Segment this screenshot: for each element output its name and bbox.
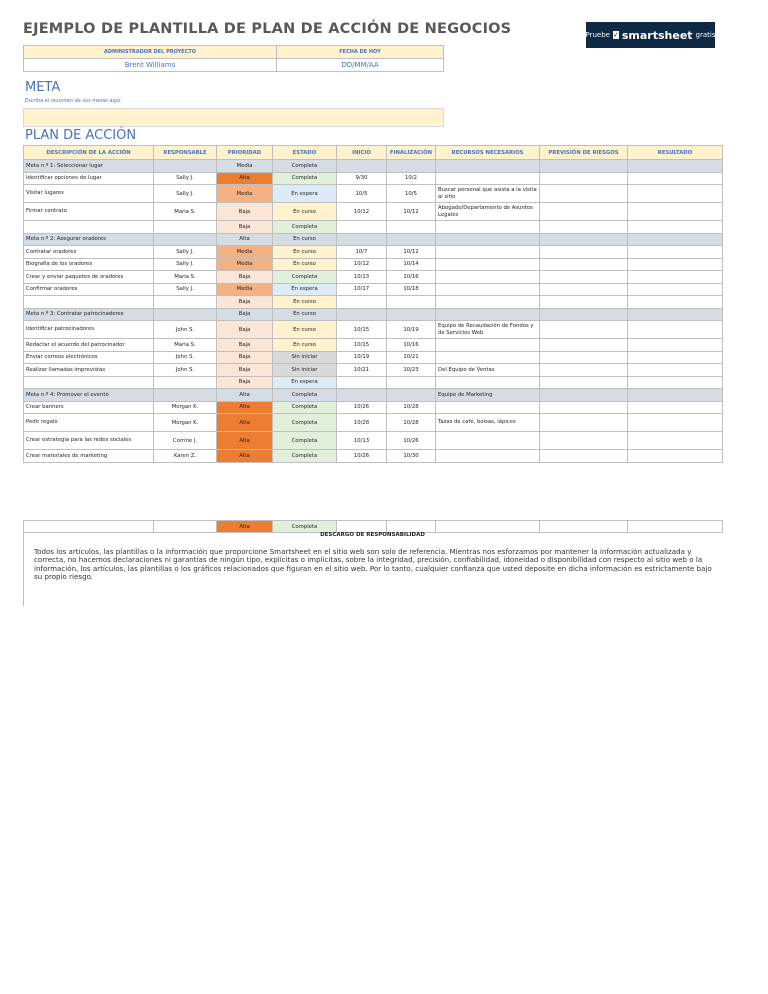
column-header: PRIORIDAD xyxy=(217,146,273,160)
start-date-cell[interactable]: 10/26 xyxy=(337,401,387,414)
start-date-cell[interactable]: 10/17 xyxy=(337,283,387,296)
result-cell[interactable] xyxy=(628,339,723,352)
resources-cell[interactable]: Equipo de Recaudación de Fondos y de Servicios Web xyxy=(436,321,540,339)
action-description[interactable]: Crear y enviar paquetes de oradores xyxy=(24,271,154,284)
table-row xyxy=(24,172,723,185)
priority-cell[interactable]: Baja xyxy=(217,351,273,364)
responsible-cell[interactable]: John S. xyxy=(154,351,217,364)
status-cell[interactable]: Completa xyxy=(273,401,337,414)
responsible-cell[interactable]: Morgan K. xyxy=(154,401,217,414)
risk-cell[interactable] xyxy=(540,172,628,185)
risk-cell[interactable] xyxy=(540,283,628,296)
responsible-cell[interactable]: Sally J. xyxy=(154,246,217,259)
status-cell[interactable]: En curso xyxy=(273,203,337,221)
risk-cell[interactable] xyxy=(540,450,628,463)
resources-cell[interactable] xyxy=(436,172,540,185)
end-date-cell[interactable]: 10/28 xyxy=(387,414,436,432)
start-date-cell[interactable]: 10/28 xyxy=(337,414,387,432)
table-row xyxy=(24,246,723,259)
end-date-cell[interactable]: 10/16 xyxy=(387,339,436,352)
priority-cell[interactable]: Alta xyxy=(217,389,273,402)
risk-cell[interactable] xyxy=(540,339,628,352)
start-date-cell[interactable]: 10/13 xyxy=(337,432,387,450)
responsible-cell[interactable]: Morgan K. xyxy=(154,414,217,432)
admin-label: ADMINISTRADOR DEL PROYECTO xyxy=(24,46,277,59)
status-cell[interactable]: En curso xyxy=(273,321,337,339)
column-header: PREVISIÓN DE RIESGOS xyxy=(540,146,628,160)
risk-cell[interactable] xyxy=(540,321,628,339)
column-header: RESPONSABLE xyxy=(154,146,217,160)
risk-cell[interactable] xyxy=(540,414,628,432)
priority-cell[interactable]: Baja xyxy=(217,271,273,284)
priority-cell[interactable]: Media xyxy=(217,185,273,203)
promo-suffix: gratis xyxy=(695,31,716,39)
priority-cell[interactable]: Baja xyxy=(217,376,273,389)
table-row xyxy=(24,321,723,339)
footer-cell[interactable] xyxy=(540,521,628,533)
status-cell[interactable]: Completa xyxy=(273,221,337,234)
priority-cell[interactable]: Media xyxy=(217,258,273,271)
table-row xyxy=(24,339,723,352)
risk-cell[interactable] xyxy=(540,296,628,309)
plan-header-row xyxy=(24,146,723,160)
goal-row xyxy=(24,389,723,402)
start-date-cell[interactable] xyxy=(337,389,387,402)
start-date-cell[interactable]: 10/15 xyxy=(337,339,387,352)
start-date-cell[interactable]: 10/7 xyxy=(337,246,387,259)
resources-cell[interactable] xyxy=(436,271,540,284)
meta-instruction: Escriba el resumen de sus metas aquí. xyxy=(25,98,122,104)
priority-cell[interactable]: Baja xyxy=(217,296,273,309)
action-description[interactable]: Confirmar oradores xyxy=(24,283,154,296)
resources-cell[interactable] xyxy=(436,432,540,450)
resources-cell[interactable]: Buscar personal que asista a la visita al sitio xyxy=(436,185,540,203)
resources-cell[interactable] xyxy=(436,258,540,271)
priority-cell[interactable]: Alta xyxy=(217,450,273,463)
plan-heading: PLAN DE ACCIÓN xyxy=(25,128,137,143)
priority-cell[interactable]: Alta xyxy=(217,432,273,450)
status-cell[interactable]: Completa xyxy=(273,160,337,173)
risk-cell[interactable] xyxy=(540,364,628,377)
result-cell[interactable] xyxy=(628,172,723,185)
responsible-cell[interactable] xyxy=(154,296,217,309)
column-header: RECURSOS NECESARIOS xyxy=(436,146,540,160)
status-cell[interactable]: Completa xyxy=(273,432,337,450)
status-cell[interactable]: En curso xyxy=(273,258,337,271)
end-date-cell[interactable]: 10/12 xyxy=(387,246,436,259)
end-date-cell[interactable] xyxy=(387,308,436,321)
resources-cell[interactable] xyxy=(436,160,540,173)
start-date-cell[interactable]: 10/21 xyxy=(337,364,387,377)
resources-cell[interactable] xyxy=(436,296,540,309)
footer-cell[interactable] xyxy=(387,521,436,533)
action-description[interactable]: Enviar correos electrónicos xyxy=(24,351,154,364)
risk-cell[interactable] xyxy=(540,401,628,414)
end-date-cell[interactable] xyxy=(387,160,436,173)
end-date-cell[interactable]: 10/19 xyxy=(387,321,436,339)
start-date-cell[interactable]: 10/12 xyxy=(337,203,387,221)
risk-cell[interactable] xyxy=(540,271,628,284)
responsible-cell[interactable] xyxy=(154,160,217,173)
status-cell[interactable]: En curso xyxy=(273,308,337,321)
status-cell[interactable]: Completa xyxy=(273,389,337,402)
responsible-cell[interactable] xyxy=(154,308,217,321)
start-date-cell[interactable]: 10/19 xyxy=(337,351,387,364)
result-cell[interactable] xyxy=(628,364,723,377)
promo-prefix: Pruebe xyxy=(585,31,610,39)
meta-heading: META xyxy=(25,80,61,95)
resources-cell[interactable]: Equipo de Marketing xyxy=(436,389,540,402)
resources-cell[interactable] xyxy=(436,221,540,234)
status-cell[interactable]: Completa xyxy=(273,271,337,284)
priority-cell[interactable]: Media xyxy=(217,160,273,173)
result-cell[interactable] xyxy=(628,414,723,432)
resources-cell[interactable] xyxy=(436,351,540,364)
resources-cell[interactable] xyxy=(436,308,540,321)
start-date-cell[interactable]: 10/26 xyxy=(337,450,387,463)
disclaimer-title: DESCARGO DE RESPONSABILIDAD xyxy=(320,532,425,538)
responsible-cell[interactable]: John S. xyxy=(154,364,217,377)
table-row xyxy=(24,376,723,389)
column-header: ESTADO xyxy=(273,146,337,160)
resources-cell[interactable] xyxy=(436,450,540,463)
status-cell[interactable]: En curso xyxy=(273,246,337,259)
status-cell[interactable]: Completa xyxy=(273,450,337,463)
smartsheet-check-icon: ✓ xyxy=(612,31,619,39)
action-plan-table xyxy=(23,145,723,463)
start-date-cell[interactable] xyxy=(337,221,387,234)
table-row xyxy=(24,296,723,309)
action-description[interactable]: Meta n.º 2: Asegurar oradores xyxy=(24,233,154,246)
status-cell[interactable]: En curso xyxy=(273,296,337,309)
end-date-cell[interactable]: 10/30 xyxy=(387,450,436,463)
risk-cell[interactable] xyxy=(540,376,628,389)
status-cell[interactable]: Sin iniciar xyxy=(273,351,337,364)
start-date-cell[interactable]: 9/30 xyxy=(337,172,387,185)
result-cell[interactable] xyxy=(628,450,723,463)
footer-cell[interactable] xyxy=(154,521,217,533)
risk-cell[interactable] xyxy=(540,203,628,221)
column-header: FINALIZACIÓN xyxy=(387,146,436,160)
risk-cell[interactable] xyxy=(540,160,628,173)
risk-cell[interactable] xyxy=(540,258,628,271)
risk-cell[interactable] xyxy=(540,221,628,234)
resources-cell[interactable] xyxy=(436,339,540,352)
responsible-cell[interactable]: Sally J. xyxy=(154,283,217,296)
column-header: DESCRIPCIÓN DE LA ACCIÓN xyxy=(24,146,154,160)
status-cell[interactable]: En curso xyxy=(273,233,337,246)
action-description[interactable] xyxy=(24,221,154,234)
page-title: EJEMPLO DE PLANTILLA DE PLAN DE ACCIÓN DE NEGOCIOS xyxy=(23,21,512,37)
start-date-cell[interactable]: 10/12 xyxy=(337,258,387,271)
responsible-cell[interactable] xyxy=(154,221,217,234)
action-description[interactable]: Pedir regalo xyxy=(24,414,154,432)
responsible-cell[interactable]: Maria S. xyxy=(154,271,217,284)
column-header: RESULTADO xyxy=(628,146,723,160)
result-cell[interactable] xyxy=(628,389,723,402)
action-description[interactable]: Contratar oradores xyxy=(24,246,154,259)
end-date-cell[interactable]: 10/21 xyxy=(387,351,436,364)
end-date-cell[interactable]: 10/26 xyxy=(387,432,436,450)
date-value[interactable]: DD/MM/AA xyxy=(277,59,444,72)
start-date-cell[interactable] xyxy=(337,233,387,246)
resources-cell[interactable]: Abogado/Departamento de Asuntos Legales xyxy=(436,203,540,221)
table-row xyxy=(24,401,723,414)
column-header: INICIO xyxy=(337,146,387,160)
table-row xyxy=(24,185,723,203)
risk-cell[interactable] xyxy=(540,308,628,321)
table-row xyxy=(24,258,723,271)
priority-cell[interactable]: Baja xyxy=(217,203,273,221)
status-cell[interactable]: Sin iniciar xyxy=(273,364,337,377)
resources-cell[interactable] xyxy=(436,283,540,296)
result-cell[interactable] xyxy=(628,203,723,221)
resources-cell[interactable] xyxy=(436,233,540,246)
result-cell[interactable] xyxy=(628,401,723,414)
end-date-cell[interactable]: 10/2 xyxy=(387,172,436,185)
table-row xyxy=(24,203,723,221)
action-description[interactable]: Firmar contrato xyxy=(24,203,154,221)
end-date-cell[interactable]: 10/16 xyxy=(387,271,436,284)
resources-cell[interactable] xyxy=(436,376,540,389)
disclaimer-text: Todos los artículos, las plantillas o la información que proporcione Smartsheet en el sitio web son solo de referencia. Mientras nos esforzamos por mantener la información actualizada y correcta, no hacemos declaraciones ni garantías de ningún tipo, explícitas o implícitas, sobre la integridad, precisión, confiabilidad, idoneidad o disponibilidad con respecto al sitio web o la información, los artículos, las plantillas o los gráficos relacionados que figuran en el sitio web. Por lo tanto, cualquier confianza que usted deposite en dicha información es estrictamente bajo su propio riesgo. xyxy=(34,547,712,581)
table-row xyxy=(24,432,723,450)
end-date-cell[interactable] xyxy=(387,233,436,246)
result-cell[interactable] xyxy=(628,321,723,339)
status-cell[interactable]: En espera xyxy=(273,376,337,389)
action-description[interactable]: Crear banners xyxy=(24,401,154,414)
priority-cell[interactable]: Baja xyxy=(217,221,273,234)
result-cell[interactable] xyxy=(628,258,723,271)
resources-cell[interactable]: Del Equipo de Ventas xyxy=(436,364,540,377)
responsible-cell[interactable]: Corrine J. xyxy=(154,432,217,450)
action-description[interactable]: Biografía de los oradores xyxy=(24,258,154,271)
table-row xyxy=(24,450,723,463)
table-row xyxy=(24,364,723,377)
responsible-cell[interactable]: Maria S. xyxy=(154,339,217,352)
footer-priority[interactable]: Alta xyxy=(217,521,273,533)
table-row xyxy=(24,221,723,234)
responsible-cell[interactable]: Sally J. xyxy=(154,258,217,271)
action-description[interactable] xyxy=(24,376,154,389)
table-row xyxy=(24,351,723,364)
start-date-cell[interactable] xyxy=(337,296,387,309)
date-label: FECHA DE HOY xyxy=(277,46,444,59)
start-date-cell[interactable] xyxy=(337,308,387,321)
start-date-cell[interactable]: 10/13 xyxy=(337,271,387,284)
status-cell[interactable]: Completa xyxy=(273,414,337,432)
end-date-cell[interactable] xyxy=(387,389,436,402)
table-row xyxy=(24,414,723,432)
result-cell[interactable] xyxy=(628,283,723,296)
action-description[interactable]: Crear estrategia para las redes sociales xyxy=(24,432,154,450)
action-description[interactable]: Meta n.º 3: Contratar patrocinadores xyxy=(24,308,154,321)
result-cell[interactable] xyxy=(628,185,723,203)
start-date-cell[interactable] xyxy=(337,160,387,173)
end-date-cell[interactable]: 10/5 xyxy=(387,185,436,203)
promo-brand: smartsheet xyxy=(621,28,693,42)
project-info-table xyxy=(23,45,444,72)
end-date-cell[interactable]: 10/18 xyxy=(387,283,436,296)
priority-cell[interactable]: Alta xyxy=(217,414,273,432)
result-cell[interactable] xyxy=(628,246,723,259)
meta-input-box[interactable] xyxy=(23,108,444,127)
admin-value[interactable]: Brent Williams xyxy=(24,59,277,72)
result-cell[interactable] xyxy=(628,233,723,246)
priority-cell[interactable]: Alta xyxy=(217,172,273,185)
status-cell[interactable]: En espera xyxy=(273,185,337,203)
action-description[interactable]: Meta n.º 4: Promover el evento xyxy=(24,389,154,402)
start-date-cell[interactable]: 10/15 xyxy=(337,321,387,339)
risk-cell[interactable] xyxy=(540,246,628,259)
end-date-cell[interactable]: 10/23 xyxy=(387,364,436,377)
risk-cell[interactable] xyxy=(540,389,628,402)
resources-cell[interactable] xyxy=(436,401,540,414)
priority-cell[interactable]: Baja xyxy=(217,364,273,377)
responsible-cell[interactable] xyxy=(154,233,217,246)
action-description[interactable]: Realizar llamadas imprevistas xyxy=(24,364,154,377)
end-date-cell[interactable]: 10/12 xyxy=(387,203,436,221)
smartsheet-promo-button[interactable] xyxy=(586,22,715,48)
risk-cell[interactable] xyxy=(540,351,628,364)
table-row xyxy=(24,283,723,296)
result-cell[interactable] xyxy=(628,271,723,284)
risk-cell[interactable] xyxy=(540,432,628,450)
risk-cell[interactable] xyxy=(540,233,628,246)
end-date-cell[interactable]: 10/14 xyxy=(387,258,436,271)
end-date-cell[interactable] xyxy=(387,376,436,389)
resources-cell[interactable] xyxy=(436,246,540,259)
status-cell[interactable]: En espera xyxy=(273,283,337,296)
priority-cell[interactable]: Baja xyxy=(217,308,273,321)
goal-row xyxy=(24,160,723,173)
priority-cell[interactable]: Media xyxy=(217,283,273,296)
footer-cell[interactable] xyxy=(24,521,154,533)
responsible-cell[interactable]: Sally J. xyxy=(154,172,217,185)
action-description[interactable]: Crear materiales de marketing xyxy=(24,450,154,463)
priority-cell[interactable]: Media xyxy=(217,246,273,259)
result-cell[interactable] xyxy=(628,160,723,173)
priority-cell[interactable]: Alta xyxy=(217,401,273,414)
action-description[interactable]: Identificar patrocinadores xyxy=(24,321,154,339)
action-description[interactable] xyxy=(24,296,154,309)
responsible-cell[interactable]: John S. xyxy=(154,321,217,339)
footer-cell[interactable] xyxy=(436,521,540,533)
priority-cell[interactable]: Alta xyxy=(217,233,273,246)
action-description[interactable]: Meta n.º 1: Seleccionar lugar xyxy=(24,160,154,173)
action-description[interactable]: Identificar opciones de lugar xyxy=(24,172,154,185)
result-cell[interactable] xyxy=(628,296,723,309)
responsible-cell[interactable] xyxy=(154,376,217,389)
disclaimer-border xyxy=(23,532,24,606)
action-description[interactable]: Visitar lugares xyxy=(24,185,154,203)
risk-cell[interactable] xyxy=(540,185,628,203)
priority-cell[interactable]: Baja xyxy=(217,321,273,339)
goal-row xyxy=(24,308,723,321)
start-date-cell[interactable]: 10/5 xyxy=(337,185,387,203)
result-cell[interactable] xyxy=(628,308,723,321)
footer-status[interactable]: Completa xyxy=(273,521,337,533)
priority-cell[interactable]: Baja xyxy=(217,339,273,352)
goal-row xyxy=(24,233,723,246)
end-date-cell[interactable] xyxy=(387,221,436,234)
action-description[interactable]: Redactar el acuerdo del patrocinador xyxy=(24,339,154,352)
start-date-cell[interactable] xyxy=(337,376,387,389)
footer-cell[interactable] xyxy=(337,521,387,533)
resources-cell[interactable]: Tazas de café, bolsas, lápices xyxy=(436,414,540,432)
end-date-cell[interactable] xyxy=(387,296,436,309)
footer-cell[interactable] xyxy=(628,521,723,533)
status-cell[interactable]: Completa xyxy=(273,172,337,185)
responsible-cell[interactable]: Maria S. xyxy=(154,203,217,221)
result-cell[interactable] xyxy=(628,221,723,234)
table-row xyxy=(24,271,723,284)
end-date-cell[interactable]: 10/28 xyxy=(387,401,436,414)
responsible-cell[interactable]: Sally J. xyxy=(154,185,217,203)
responsible-cell[interactable] xyxy=(154,389,217,402)
result-cell[interactable] xyxy=(628,351,723,364)
result-cell[interactable] xyxy=(628,376,723,389)
responsible-cell[interactable]: Karen Z. xyxy=(154,450,217,463)
status-cell[interactable]: En curso xyxy=(273,339,337,352)
result-cell[interactable] xyxy=(628,432,723,450)
